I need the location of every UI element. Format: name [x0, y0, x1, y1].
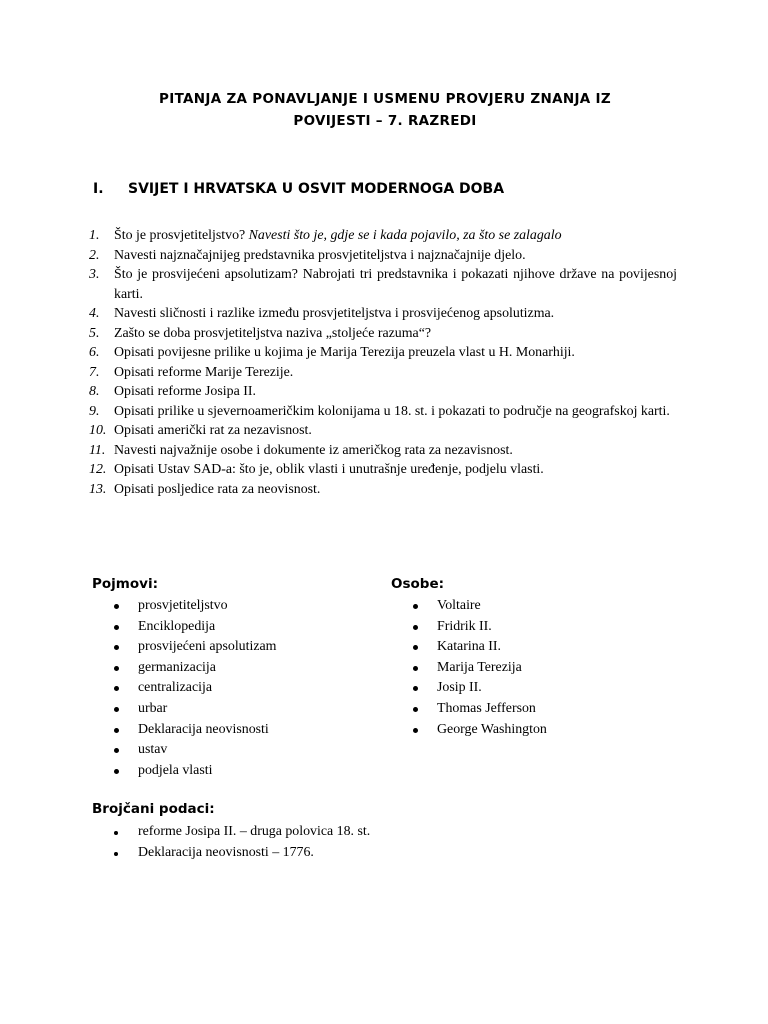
osobe-item-text: Marija Terezija — [437, 659, 522, 675]
question-number: 6. — [89, 345, 100, 360]
pojmovi-list-item — [112, 637, 372, 658]
brojcani-list-item — [112, 844, 377, 862]
osobe-list-item — [411, 658, 671, 679]
pojmovi-item-text: ustav — [138, 742, 168, 758]
question-number: 13. — [89, 481, 107, 497]
bullet-icon — [114, 769, 119, 774]
document-title — [90, 88, 680, 132]
question-item — [89, 441, 677, 461]
question-text: Opisati povijesne prilike u kojima je Marija Terezija preuzela vlast u H. Monarhiji. — [114, 345, 575, 360]
pojmovi-list-item — [112, 678, 372, 699]
bullet-icon — [114, 645, 119, 650]
pojmovi-list-item — [112, 617, 372, 638]
brojcani-list-item — [112, 823, 377, 841]
bullet-icon — [413, 686, 418, 691]
question-number: 7. — [89, 364, 100, 380]
bullet-icon — [114, 852, 118, 856]
section-title: SVIJET I HRVATSKA U OSVIT MODERNOGA DOBA — [128, 181, 505, 197]
osobe-list-item — [411, 617, 671, 638]
question-text: Navesti najvažnije osobe i dokumente iz američkog rata za nezavisnost. — [114, 442, 513, 458]
title-line-1: PITANJA ZA PONAVLJANJE I USMENU PROVJERU ZNANJA IZ — [159, 91, 611, 107]
osobe-list-item — [411, 720, 671, 741]
question-number: 2. — [89, 247, 100, 263]
osobe-list — [411, 596, 671, 740]
bullet-icon — [114, 666, 119, 671]
question-text: Opisati Ustav SAD-a: što je, oblik vlasti i unutrašnje uređenje, podjelu vlasti. — [114, 462, 544, 477]
question-number: 3. — [89, 267, 100, 282]
pojmovi-item-text: Enciklopedija — [138, 618, 216, 634]
question-list — [89, 226, 677, 499]
title-line-2: POVIJESTI – 7. RAZREDI — [293, 113, 477, 129]
bullet-icon — [413, 666, 418, 671]
question-number: 4. — [89, 306, 100, 321]
pojmovi-item-text: prosvijećeni apsolutizam — [138, 639, 277, 655]
question-item — [89, 402, 677, 422]
pojmovi-item-text: prosvjetiteljstvo — [138, 598, 228, 613]
question-number: 5. — [89, 325, 100, 341]
bullet-icon — [114, 686, 119, 691]
section-heading — [93, 181, 693, 197]
question-item — [89, 226, 677, 246]
osobe-heading: Osobe: — [391, 576, 445, 592]
question-number: 12. — [89, 462, 107, 477]
osobe-item-text: Voltaire — [437, 598, 481, 613]
bullet-icon — [114, 728, 119, 733]
osobe-list-item — [411, 699, 671, 720]
pojmovi-item-text: Deklaracija neovisnosti — [138, 721, 269, 737]
section-number: I. — [93, 181, 104, 197]
question-text: Opisati reforme Marije Terezije. — [114, 364, 294, 380]
pojmovi-item-text: podjela vlasti — [138, 762, 213, 778]
pojmovi-item-text: germanizacija — [138, 659, 216, 675]
question-text: Navesti sličnosti i razlike između prosvjetiteljstva i prosvijećenog apsolutizma. — [114, 306, 555, 321]
question-item — [89, 460, 677, 480]
bullet-icon — [413, 604, 418, 609]
osobe-item-text: Thomas Jefferson — [437, 700, 536, 716]
question-item — [89, 363, 677, 383]
question-number: 9. — [89, 403, 100, 419]
question-item — [89, 480, 677, 500]
question-text: Zašto se doba prosvjetiteljstva naziva „stoljeće razuma“? — [114, 325, 432, 341]
bullet-icon — [413, 645, 418, 650]
question-item — [89, 343, 677, 363]
bullet-icon — [413, 707, 418, 712]
question-hint: Navesti što je, gdje se i kada pojavilo, za što se zalagalo — [248, 228, 562, 243]
pojmovi-list-item — [112, 720, 372, 741]
pojmovi-heading: Pojmovi: — [92, 576, 158, 592]
brojcani-heading: Brojčani podaci: — [92, 801, 215, 817]
bullet-icon — [413, 728, 418, 733]
pojmovi-item-text: urbar — [138, 700, 168, 716]
pojmovi-item-text: centralizacija — [138, 680, 213, 696]
pojmovi-list-item — [112, 596, 372, 617]
pojmovi-list-item — [112, 740, 372, 761]
question-item — [89, 324, 677, 344]
question-item — [89, 421, 677, 441]
question-number: 1. — [89, 228, 100, 243]
question-number: 11. — [89, 442, 106, 458]
pojmovi-list-item — [112, 699, 372, 720]
question-text: Što je prosvijećeni apsolutizam? Nabrojati tri predstavnika i pokazati njihove države na povijesnoj karti. — [114, 267, 677, 302]
osobe-item-text: George Washington — [437, 721, 547, 737]
brojcani-item-text: reforme Josipa II. – druga polovica 18. st. — [138, 824, 371, 839]
bullet-icon — [114, 748, 119, 753]
pojmovi-list-item — [112, 658, 372, 679]
osobe-list-item — [411, 596, 671, 617]
osobe-item-text: Katarina II. — [437, 639, 502, 655]
question-number: 8. — [89, 384, 100, 399]
question-text: Navesti najznačajnijeg predstavnika prosvjetiteljstva i najznačajnije djelo. — [114, 247, 526, 263]
bullet-icon — [114, 604, 119, 609]
osobe-list-item — [411, 678, 671, 699]
osobe-item-text: Fridrik II. — [437, 618, 492, 634]
osobe-item-text: Josip II. — [437, 680, 482, 696]
question-text: Opisati američki rat za nezavisnost. — [114, 423, 312, 438]
question-item — [89, 246, 677, 266]
question-item — [89, 304, 677, 324]
question-text: Opisati reforme Josipa II. — [114, 384, 256, 399]
bullet-icon — [114, 625, 119, 630]
bullet-icon — [114, 707, 119, 712]
brojcani-item-text: Deklaracija neovisnosti – 1776. — [138, 845, 314, 860]
question-text: Opisati prilike u sjevernoameričkim kolonijama u 18. st. i pokazati to područje na geografskoj karti. — [114, 403, 670, 419]
osobe-list-item — [411, 637, 671, 658]
question-item — [89, 382, 677, 402]
bullet-icon — [413, 625, 418, 630]
bullet-icon — [114, 831, 118, 835]
question-item — [89, 265, 677, 304]
brojcani-list — [112, 823, 377, 865]
pojmovi-list — [112, 596, 372, 781]
question-text: Opisati posljedice rata za neovisnost. — [114, 481, 321, 497]
question-number: 10. — [89, 423, 107, 438]
pojmovi-list-item — [112, 761, 372, 782]
question-text: Što je prosvjetiteljstvo? Navesti što je, gdje se i kada pojavilo, za što se zalagalo — [114, 228, 562, 243]
